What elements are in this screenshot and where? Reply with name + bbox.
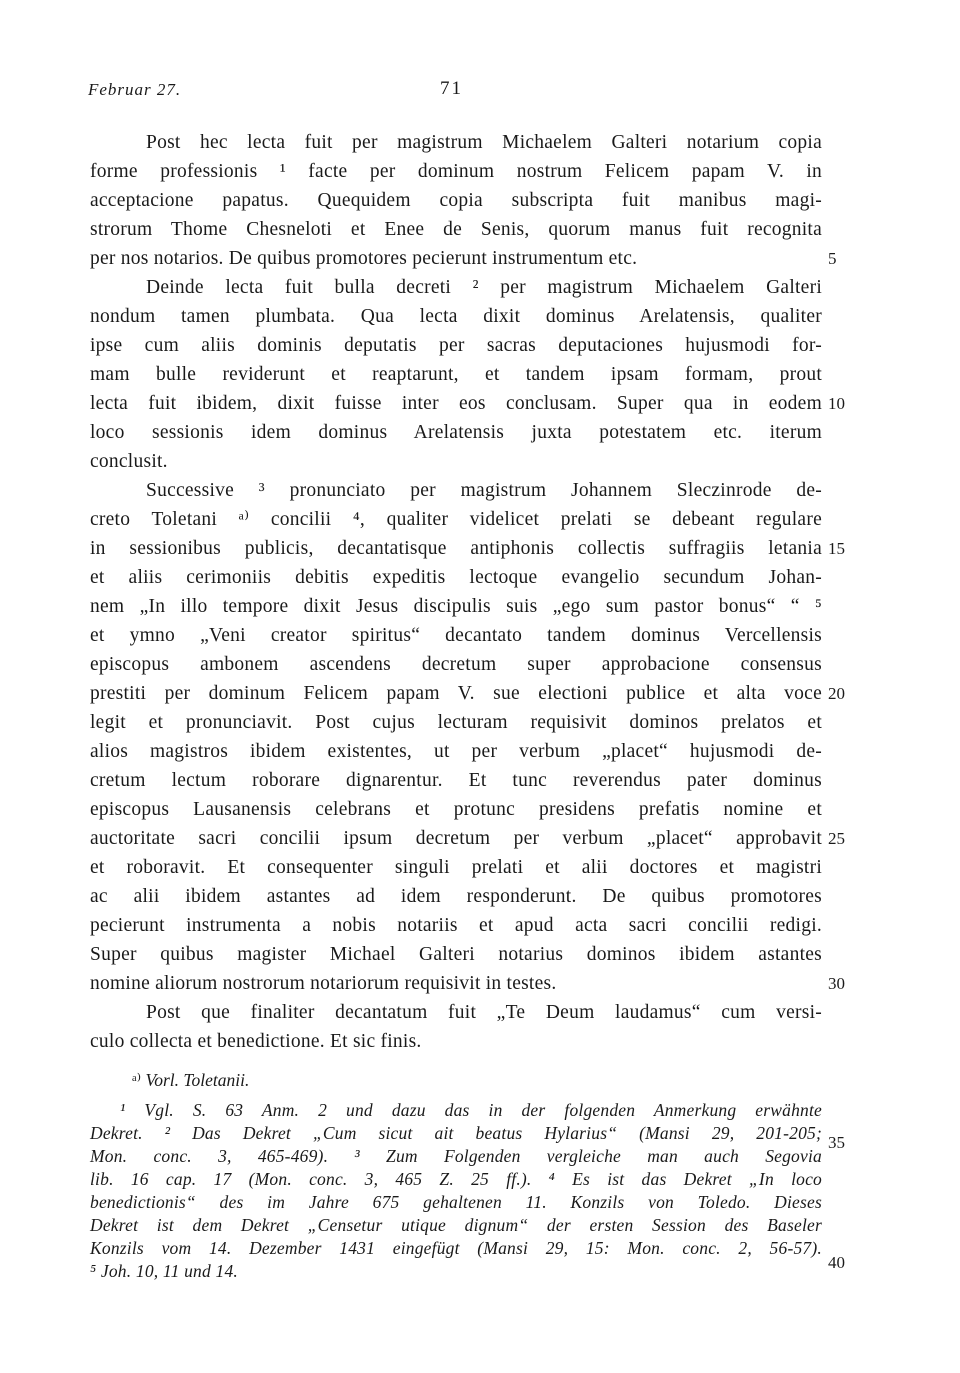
text-line: episcopus ambonem ascendens decretum super approbacione consensus xyxy=(90,654,822,675)
text-line: nomine aliorum nostrorum notariorum requisivit in testes. xyxy=(90,973,557,994)
text-line: Super quibus magister Michael Galteri notarius dominos ibidem astantes xyxy=(90,944,822,965)
text-line: creto Toletani ᵃ⁾ concilii ⁴, qualiter videlicet prelati se debeant regulare xyxy=(90,509,822,530)
footnote-line: ¹ Vgl. S. 63 Anm. 2 und dazu das in der folgenden Anmerkung erwähnte xyxy=(120,1100,822,1120)
footnote-line: Dekret ist dem Dekret „Censetur utique dignum“ der ersten Session des Baseler xyxy=(90,1215,822,1235)
footnote-line: Konzils vom 14. Dezember 1431 eingefügt (Mansi 29, 15: Mon. conc. 2, 56-57). xyxy=(90,1238,822,1258)
text-line: episcopus Lausanensis celebrans et protunc presidens prefatis nomine et xyxy=(90,799,822,820)
text-line: Post que finaliter decantatum fuit „Te Deum laudamus“ cum versi- xyxy=(146,1002,822,1023)
line-number: 20 xyxy=(828,684,845,703)
footnote-line: Mon. conc. 3, 465-469). ³ Zum Folgenden vergleiche man auch Segovia xyxy=(90,1146,822,1166)
variant-note xyxy=(132,1068,249,1092)
text-line: in sessionibus publicis, decantatisque antiphonis collectis suffragiis letania xyxy=(90,538,822,559)
page-number: 71 xyxy=(440,78,463,99)
line-number: 15 xyxy=(828,539,845,558)
text-line: nem „In illo tempore dixit Jesus discipulis suis „ego sum pastor bonus“ “ ⁵ xyxy=(90,596,822,617)
text-line: cretum lectum roborare dignarentur. Et tunc reverendus pater dominus xyxy=(90,770,822,791)
text-line: et roboravit. Et consequenter singuli prelati et alii doctores et magistri xyxy=(90,857,822,878)
text-line: mam bulle reviderunt et reaptarunt, et tandem ipsam formam, prout xyxy=(90,364,822,385)
footnote-line: benedictionis“ des im Jahre 675 gehaltenen 11. Konzils von Toledo. Dieses xyxy=(90,1192,822,1212)
text-line: conclusit. xyxy=(90,451,168,472)
text-line: forme professionis ¹ facte per dominum nostrum Felicem papam V. in xyxy=(90,161,822,182)
text-line: auctoritate sacri concilii ipsum decretum per verbum „placet“ approbavit xyxy=(90,828,822,849)
footnote-line: Dekret. ² Das Dekret „Cum sicut ait beatus Hylarius“ (Mansi 29, 201-205; xyxy=(90,1123,822,1143)
text-line: per nos notarios. De quibus promotores pecierunt instrumentum etc. xyxy=(90,248,638,269)
text-line: legit et pronunciavit. Post cujus lecturam requisivit dominos prelatos et xyxy=(90,712,822,733)
line-number: 40 xyxy=(828,1253,845,1272)
footnote-line: ⁵ Joh. 10, 11 und 14. xyxy=(90,1261,239,1281)
text-line: culo collecta et benedictione. Et sic finis. xyxy=(90,1031,422,1052)
text-line: Post hec lecta fuit per magistrum Michaelem Galteri notarium copia xyxy=(146,132,822,153)
text-line: pecierunt instrumenta a nobis notariis et apud acta sacri concilii redigi. xyxy=(90,915,822,936)
text-line: prestiti per dominum Felicem papam V. sue electioni publice et alta voce xyxy=(90,683,822,704)
line-number: 5 xyxy=(828,249,837,268)
line-number: 10 xyxy=(828,394,845,413)
text-line: et aliis cerimoniis debitis expeditis lectoque evangelio secundum Johan- xyxy=(90,567,822,588)
running-title: Februar 27. xyxy=(88,80,182,99)
text-line: alios magistros ibidem existentes, ut per verbum „placet“ hujusmodi de- xyxy=(90,741,822,762)
variant-note-text: Vorl. Toletanii. xyxy=(145,1070,250,1090)
text-line: et ymno „Veni creator spiritus“ decantato tandem dominus Vercellensis xyxy=(90,625,822,646)
text-line: nondum tamen plumbata. Qua lecta dixit dominus Arelatensis, qualiter xyxy=(90,306,822,327)
line-number: 35 xyxy=(828,1133,845,1152)
text-line: acceptacione papatus. Quequidem copia subscripta fuit manibus magi- xyxy=(90,190,822,211)
text-line: lecta fuit ibidem, dixit fuisse inter eos conclusam. Super qua in eodem xyxy=(90,393,822,414)
text-line: Successive ³ pronunciato per magistrum Johannem Sleczinrode de- xyxy=(146,480,822,501)
text-line: strorum Thome Chesneloti et Enee de Senis, quorum manus fuit recognita xyxy=(90,219,822,240)
text-line: Deinde lecta fuit bulla decreti ² per magistrum Michaelem Galteri xyxy=(146,277,822,298)
text-line: loco sessionis idem dominus Arelatensis juxta potestatem etc. iterum xyxy=(90,422,822,443)
variant-note-mark: ᵃ⁾ xyxy=(132,1070,142,1090)
text-line: ac alii ibidem astantes ad idem responderunt. De quibus promotores xyxy=(90,886,822,907)
line-number: 25 xyxy=(828,829,845,848)
line-number: 30 xyxy=(828,974,845,993)
text-line: ipse cum aliis dominis deputatis per sacras deputaciones hujusmodi for- xyxy=(90,335,822,356)
footnote-line: lib. 16 cap. 17 (Mon. conc. 3, 465 Z. 25 ff.). ⁴ Es ist das Dekret „In loco xyxy=(90,1169,822,1189)
